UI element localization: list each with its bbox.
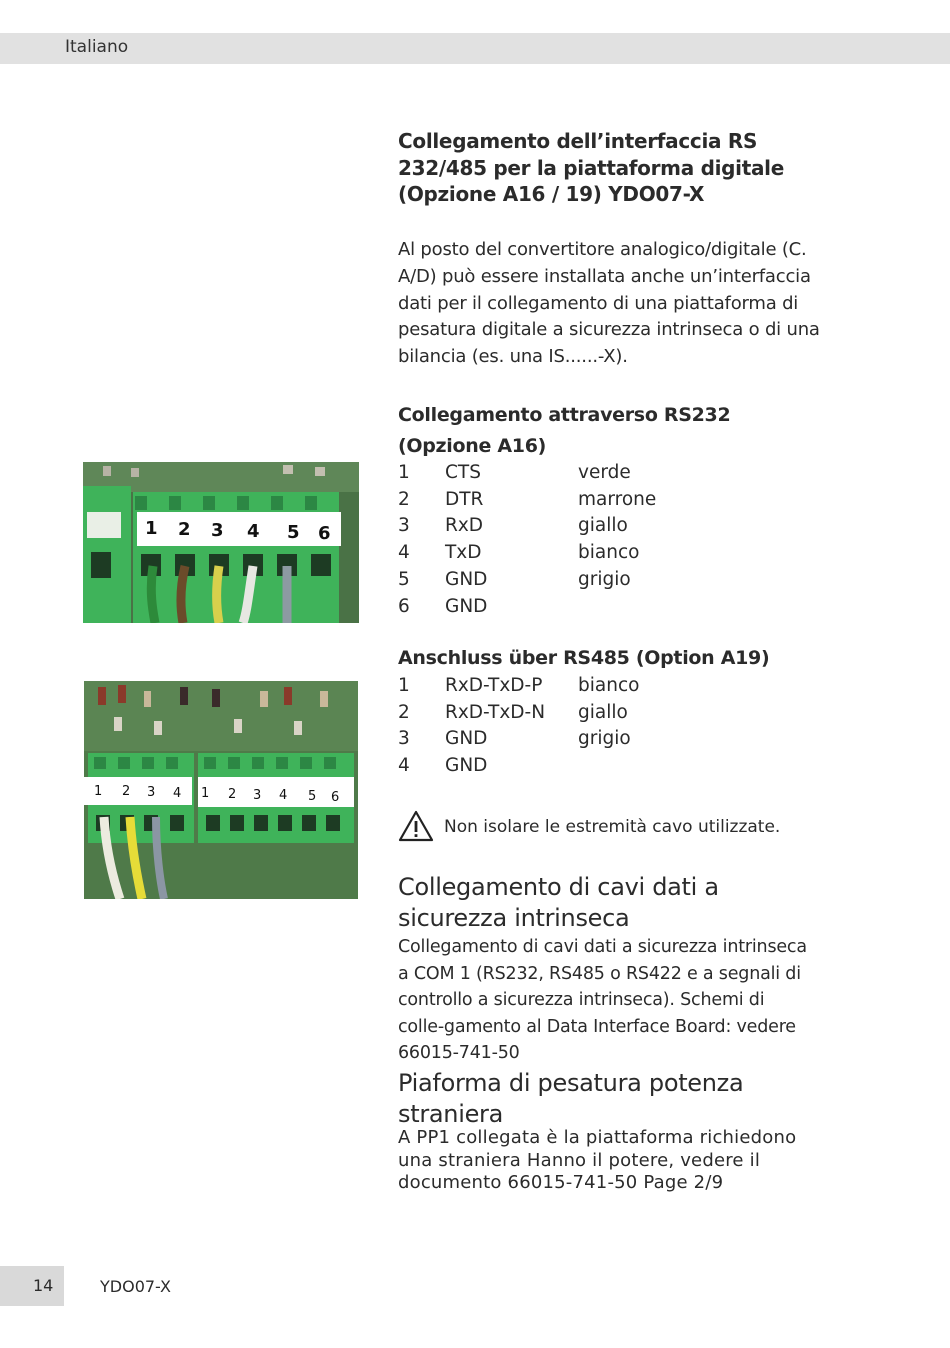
pin-signal: TxD: [445, 542, 482, 564]
wire-color: giallo: [578, 515, 628, 537]
document-code: YDO07-X: [100, 1277, 171, 1296]
page-number-box: [0, 1266, 64, 1306]
rs232-pin-table: [398, 459, 656, 620]
wire-color: marrone: [578, 488, 657, 510]
platform-paragraph: A PP1 collegata è la piattaforma richiedono una straniera Hanno il potere, vedere il documento 66015-741-50 Page 2/9: [398, 1127, 797, 1193]
table-row: [398, 513, 656, 540]
terminal-label: 5: [308, 789, 317, 804]
rs232-heading-line1: Collegamento attraverso RS232: [398, 404, 731, 426]
table-row: [398, 699, 639, 726]
terminal-label: 3: [253, 788, 262, 803]
terminal-label: 4: [247, 521, 260, 542]
terminal-label: 1: [201, 786, 210, 801]
table-row: [398, 726, 639, 753]
intro-paragraph: Al posto del convertitore analogico/digitale (C. A/D) può essere installata anche un’interfaccia dati per il collegamento di una piattaforma di pesatura digitale a sicurezza intrinseca o di una bilancia (es. una IS......-X).: [398, 239, 820, 368]
wire-color: [578, 752, 639, 779]
terminal-label: 5: [287, 522, 300, 543]
pin-signal: CTS: [445, 461, 481, 483]
terminal-label: 1: [145, 518, 158, 539]
table-row: [398, 459, 656, 486]
main-heading: Collegamento dell’interfaccia RS 232/485 per la piattaforma digitale (Opzione A16 / 19) YDO07-X: [398, 129, 784, 206]
header-bar: [0, 33, 950, 64]
terminal-label: 2: [122, 784, 131, 799]
rs485-pin-table: [398, 672, 639, 779]
warning-text: Non isolare le estremità cavo utilizzate.: [444, 817, 781, 837]
pin-signal: GND: [445, 728, 488, 750]
pin-signal: GND: [445, 755, 488, 777]
terminal-label: 3: [147, 785, 156, 800]
terminal-label: 2: [228, 787, 237, 802]
wire-color: verde: [578, 461, 631, 483]
table-row: [398, 486, 656, 513]
pin-signal: GND: [445, 569, 488, 591]
pin-number: 2: [398, 488, 410, 510]
rs485-heading: Anschluss über RS485 (Option A19): [398, 647, 770, 669]
table-row: [398, 593, 656, 620]
wire-color: grigio: [578, 569, 631, 591]
rs232-heading-line2: (Opzione A16): [398, 435, 547, 457]
pin-number: 1: [398, 461, 410, 483]
pin-signal: RxD: [445, 515, 484, 537]
cables-paragraph: Collegamento di cavi dati a sicurezza intrinseca a COM 1 (RS232, RS485 o RS422 e a segnali di controllo a sicurezza intrinseca). Schemi di colle-gamento al Data Interface Board: vedere 66015-741-50: [398, 937, 807, 1064]
terminal-label: 4: [173, 786, 182, 801]
pin-number: 6: [398, 595, 410, 617]
wire-color: giallo: [578, 701, 628, 723]
pin-number: 5: [398, 569, 410, 591]
rs232-terminal-photo: [83, 462, 359, 623]
table-row: [398, 672, 639, 699]
rs485-terminal-photo: [84, 681, 358, 899]
terminal-label: 6: [318, 523, 331, 544]
warning-triangle-icon: [398, 810, 434, 842]
table-row: [398, 566, 656, 593]
pin-signal: DTR: [445, 488, 484, 510]
page-number: 14: [33, 1276, 54, 1295]
pin-number: 2: [398, 701, 410, 723]
pin-signal: RxD-TxD-N: [445, 701, 546, 723]
terminal-label: 2: [178, 519, 191, 540]
terminal-label: 3: [211, 520, 224, 541]
pin-number: 1: [398, 674, 410, 696]
terminal-label: 4: [279, 788, 288, 803]
wire-color: [578, 593, 656, 620]
cables-heading: Collegamento di cavi dati a sicurezza intrinseca: [398, 873, 719, 932]
table-row: [398, 752, 639, 779]
pin-signal: RxD-TxD-P: [445, 674, 543, 696]
pin-number: 4: [398, 755, 410, 777]
wire-color: bianco: [578, 674, 640, 696]
platform-heading: Piaforma di pesatura potenza straniera: [398, 1069, 744, 1128]
pin-number: 3: [398, 515, 410, 537]
terminal-label: 1: [94, 784, 103, 799]
table-row: [398, 539, 656, 566]
pin-signal: GND: [445, 595, 488, 617]
wire-color: grigio: [578, 728, 631, 750]
rs232-heading: [398, 400, 828, 462]
language-label: Italiano: [65, 37, 129, 57]
pin-number: 3: [398, 728, 410, 750]
wire-color: bianco: [578, 542, 640, 564]
pin-number: 4: [398, 542, 410, 564]
terminal-label: 6: [331, 790, 340, 805]
